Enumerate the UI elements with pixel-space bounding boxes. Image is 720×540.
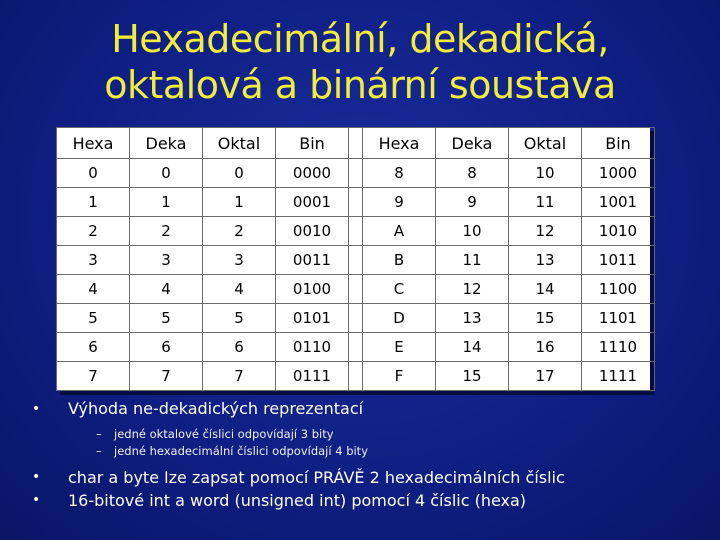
table-cell: 11 (509, 188, 582, 217)
table-cell: 0 (130, 159, 203, 188)
table-cell: E (363, 333, 436, 362)
table-cell: C (363, 275, 436, 304)
table-cell: 1101 (582, 304, 655, 333)
table-cell: 0110 (276, 333, 349, 362)
table-row (57, 362, 655, 391)
table-cell: 7 (203, 362, 276, 391)
table-cell: 2 (203, 217, 276, 246)
table-cell: 17 (509, 362, 582, 391)
table-cell: B (363, 246, 436, 275)
number-systems-table (56, 127, 650, 391)
table-cell: 1110 (582, 333, 655, 362)
table-row (57, 275, 655, 304)
header-cell: Hexa (57, 128, 130, 159)
table-cell: 15 (509, 304, 582, 333)
table-cell: 2 (130, 217, 203, 246)
bullet-extra-text: char a byte lze zapsat pomocí PRÁVĚ 2 hexadecimálních číslic (68, 468, 565, 487)
gap-cell (349, 188, 363, 217)
table-cell: 8 (436, 159, 509, 188)
slide-title (0, 16, 720, 108)
table-cell: 15 (436, 362, 509, 391)
bullet-main-text: Výhoda ne-dekadických reprezentací (68, 399, 364, 418)
title-line-2: oktalová a binární soustava (104, 63, 616, 107)
table-cell: 0 (203, 159, 276, 188)
table-cell: 7 (130, 362, 203, 391)
table-cell: 1 (203, 188, 276, 217)
gap-cell (349, 275, 363, 304)
table-cell: 14 (509, 275, 582, 304)
table-cell: 0000 (276, 159, 349, 188)
dash-icon: – (96, 444, 102, 458)
conversion-table (56, 127, 655, 391)
bullet-extra (32, 466, 712, 489)
table-row (57, 188, 655, 217)
sub-bullet (96, 443, 712, 460)
table-cell: 4 (203, 275, 276, 304)
table-cell: 0011 (276, 246, 349, 275)
table-cell: 6 (130, 333, 203, 362)
table-cell: 3 (203, 246, 276, 275)
table-cell: 4 (130, 275, 203, 304)
table-cell: 1011 (582, 246, 655, 275)
bullet-extra (32, 489, 712, 512)
bullet-main (32, 398, 712, 420)
bullet-icon: • (32, 469, 41, 485)
table-cell: 0010 (276, 217, 349, 246)
table-cell: 8 (363, 159, 436, 188)
table-cell: 5 (203, 304, 276, 333)
table-cell: 10 (436, 217, 509, 246)
table-cell: 12 (509, 217, 582, 246)
gap-cell (349, 333, 363, 362)
table-row (57, 246, 655, 275)
sub-bullet (96, 426, 712, 443)
table-cell: 9 (436, 188, 509, 217)
gap-cell (349, 217, 363, 246)
table-row (57, 333, 655, 362)
sub-bullet-list (96, 426, 712, 460)
table-cell: 6 (57, 333, 130, 362)
dash-icon: – (96, 427, 102, 441)
table-cell: 0 (57, 159, 130, 188)
table-cell: 14 (436, 333, 509, 362)
gap-cell (349, 246, 363, 275)
table-cell: 1 (57, 188, 130, 217)
table-cell: 1000 (582, 159, 655, 188)
table-cell: 3 (57, 246, 130, 275)
header-cell: Oktal (203, 128, 276, 159)
table-cell: 5 (57, 304, 130, 333)
table-cell: 0111 (276, 362, 349, 391)
bullet-icon: • (32, 401, 41, 417)
table-cell: A (363, 217, 436, 246)
gap-cell (349, 362, 363, 391)
header-cell: Oktal (509, 128, 582, 159)
extra-bullets (32, 466, 712, 512)
table-cell: 2 (57, 217, 130, 246)
table-cell: 4 (57, 275, 130, 304)
bullet-extra-text: 16-bitové int a word (unsigned int) pomocí 4 číslic (hexa) (68, 491, 527, 510)
table-cell: 0101 (276, 304, 349, 333)
table-cell: 13 (436, 304, 509, 333)
table-row (57, 217, 655, 246)
table-cell: F (363, 362, 436, 391)
table-body (57, 159, 655, 391)
gap-cell (349, 304, 363, 333)
table-cell: 5 (130, 304, 203, 333)
gap-cell (349, 128, 363, 159)
table-cell: 1100 (582, 275, 655, 304)
table-cell: 1001 (582, 188, 655, 217)
title-line-1: Hexadecimální, dekadická, (111, 17, 609, 61)
bullet-icon: • (32, 492, 41, 508)
table-cell: D (363, 304, 436, 333)
gap-cell (349, 159, 363, 188)
table-cell: 9 (363, 188, 436, 217)
table-cell: 13 (509, 246, 582, 275)
table-cell: 6 (203, 333, 276, 362)
table-header-row (57, 128, 655, 159)
header-cell: Bin (276, 128, 349, 159)
table-cell: 11 (436, 246, 509, 275)
table-cell: 3 (130, 246, 203, 275)
table-cell: 10 (509, 159, 582, 188)
table-cell: 7 (57, 362, 130, 391)
table-cell: 16 (509, 333, 582, 362)
table-cell: 1010 (582, 217, 655, 246)
table-cell: 0001 (276, 188, 349, 217)
sub-bullet-text: jedné hexadecimální číslici odpovídají 4 bity (114, 444, 368, 458)
table-cell: 1 (130, 188, 203, 217)
header-cell: Hexa (363, 128, 436, 159)
header-cell: Bin (582, 128, 655, 159)
table-row (57, 159, 655, 188)
header-cell: Deka (436, 128, 509, 159)
table-cell: 1111 (582, 362, 655, 391)
table-cell: 0100 (276, 275, 349, 304)
table-cell: 12 (436, 275, 509, 304)
sub-bullet-text: jedné oktalové číslici odpovídají 3 bity (114, 427, 334, 441)
table-row (57, 304, 655, 333)
header-cell: Deka (130, 128, 203, 159)
bullet-list (32, 398, 712, 512)
